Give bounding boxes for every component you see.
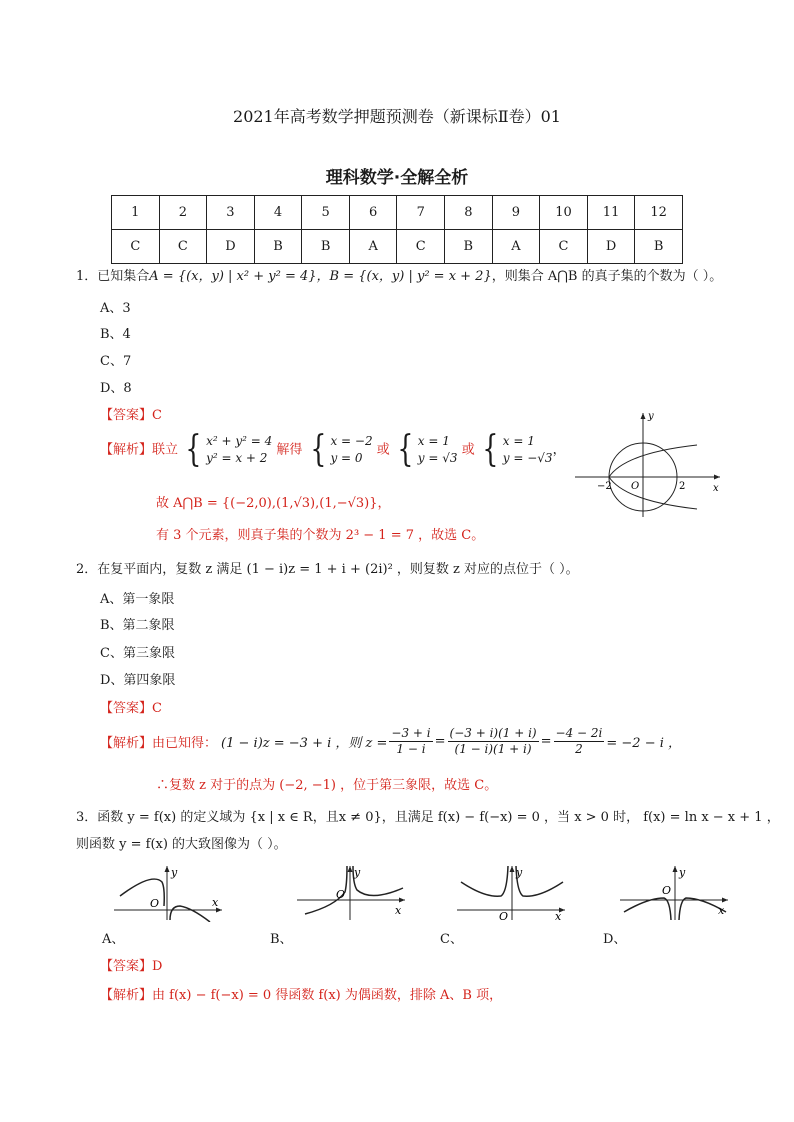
graph-origin: O — [662, 884, 672, 897]
question-3-graph-b — [295, 862, 410, 922]
table-cell: C — [159, 230, 207, 264]
graph-option-d-label: D、 — [603, 932, 627, 947]
table-cell: 6 — [349, 196, 397, 230]
graph-origin: O — [631, 481, 640, 492]
table-cell: 9 — [492, 196, 540, 230]
graph-y-label: y — [679, 866, 686, 879]
table-cell: C — [397, 230, 445, 264]
graph-origin: O — [336, 888, 346, 901]
graph-y-label: y — [516, 866, 523, 879]
table-cell: A — [349, 230, 397, 264]
question-1-option-c: C、7 — [100, 354, 132, 369]
fraction-1: $\frac{-3 + i}{1 - i}$ — [391, 726, 431, 756]
graph-x-label: x — [713, 483, 719, 494]
equation-system-4: { x = 1 y = −√3 — [482, 429, 553, 470]
question-1-option-b: B、4 — [100, 327, 131, 342]
graph-origin: O — [150, 897, 160, 910]
equation-system-2: { x = −2 y = 0 — [309, 429, 373, 470]
table-cell: B — [635, 230, 683, 264]
graph-option-a-label: A、 — [102, 932, 125, 947]
question-1-analysis-line3: 有 3 个元素，则真子集的个数为 2³ − 1 = 7 ，故选 C。 — [156, 528, 485, 543]
table-cell: B — [254, 230, 302, 264]
table-cell: 7 — [397, 196, 445, 230]
fraction-3: $\frac{-4 - 2i}{2}$ — [555, 726, 603, 756]
graph-option-b-label: B、 — [270, 932, 293, 947]
question-1-analysis-line2: 故 A⋂B = {(−2,0),(1,√3),(1,−√3)}， — [156, 496, 391, 511]
question-3-graph-a — [112, 862, 227, 922]
question-3-graph-d — [618, 862, 733, 922]
table-cell: D — [207, 230, 255, 264]
graph-origin: O — [499, 910, 509, 922]
question-3-answer: 【答案】D — [100, 959, 163, 974]
question-1-option-d: D、8 — [100, 381, 132, 396]
question-3-stem-line2: 则函数 y = f(x) 的大致图像为（ ）。 — [76, 837, 287, 852]
table-cell: 3 — [207, 196, 255, 230]
table-cell: 8 — [445, 196, 493, 230]
question-1-graph — [575, 405, 725, 520]
table-cell: 1 — [112, 196, 160, 230]
graph-x-label: x — [395, 904, 402, 917]
table-cell: C — [540, 230, 588, 264]
fraction-2: $\frac{(-3 + i)(1 + i)}{(1 - i)(1 + i)}$ — [449, 726, 537, 756]
table-cell: A — [492, 230, 540, 264]
table-cell: 4 — [254, 196, 302, 230]
page-title: 2021年高考数学押题预测卷（新课标Ⅱ卷）01 — [233, 107, 561, 126]
table-cell: 2 — [159, 196, 207, 230]
table-cell: 12 — [635, 196, 683, 230]
question-2-option-d: D、第四象限 — [100, 673, 176, 688]
table-cell: B — [445, 230, 493, 264]
question-2-stem: 2．在复平面内，复数 z 满足 (1 − i)z = 1 + i + (2i)² ，则复数 z 对应的点位于（ ）。 — [76, 562, 579, 577]
graph-x-label: x — [212, 896, 219, 909]
table-cell: B — [302, 230, 350, 264]
graph-y-label: y — [354, 866, 361, 879]
graph-y-label: y — [648, 411, 654, 422]
question-2-option-a: A、第一象限 — [100, 592, 175, 607]
table-cell: 10 — [540, 196, 588, 230]
graph-x-label: x — [555, 910, 562, 922]
equation-system-3: { x = 1 y = √3 — [397, 429, 458, 470]
graph-tick-neg: −2 — [597, 481, 612, 492]
table-cell: 5 — [302, 196, 350, 230]
table-cell: D — [587, 230, 635, 264]
table-row-answers — [112, 230, 683, 264]
graph-x-label: x — [718, 904, 725, 917]
graph-option-c-label: C、 — [440, 932, 463, 947]
question-2-option-b: B、第二象限 — [100, 618, 175, 633]
question-1-analysis: 【解析】联立 { x² + y² = 4 y² = x + 2 解得 { x = −2 y = 0 或 { x = 1 y = √3 或 { x = 1 y = −√3 ， — [100, 429, 566, 470]
graph-tick-pos: 2 — [679, 481, 686, 492]
question-3-stem: 3．函数 y = f(x) 的定义域为 {x | x ∈ R，且x ≠ 0}，且满足 f(x) − f(−x) = 0 ，当 x > 0 时， f(x) = ln x − x + 1 ， — [76, 810, 780, 825]
page-subtitle: 理科数学·全解全析 — [325, 168, 469, 188]
question-2-analysis: 【解析】 由已知得： (1 − i)z = −3 + i ，则 z = $\frac{-3 + i}{1 - i}$ = $\frac{(-3 + i)(1 + i)}{(1 - i)(1 + i)}$ = $\frac{-4 - 2i}{2}$ = −2 − i ， — [100, 726, 682, 756]
table-row-numbers — [112, 196, 683, 230]
question-1-answer: 【答案】C — [100, 408, 162, 423]
answer-table — [111, 195, 683, 264]
graph-y-label: y — [171, 866, 178, 879]
question-1-stem: 1．已知集合A = {(x，y) | x² + y² = 4}，B = {(x，y) | y² = x + 2}，则集合 A⋂B 的真子集的个数为（ ）。 — [76, 269, 723, 284]
equation-system-1: { x² + y² = 4 y² = x + 2 — [185, 429, 273, 470]
question-2-answer: 【答案】C — [100, 701, 162, 716]
table-cell: C — [112, 230, 160, 264]
question-1-option-a: A、3 — [100, 301, 131, 316]
question-3-graph-c — [455, 862, 570, 922]
question-3-analysis: 【解析】由 f(x) − f(−x) = 0 得函数 f(x) 为偶函数，排除 A、B 项， — [100, 988, 503, 1003]
question-2-option-c: C、第三象限 — [100, 646, 175, 661]
question-2-analysis-line2: ∴复数 z 对于的点为 (−2, −1) ，位于第三象限，故选 C。 — [156, 778, 498, 793]
table-cell: 11 — [587, 196, 635, 230]
